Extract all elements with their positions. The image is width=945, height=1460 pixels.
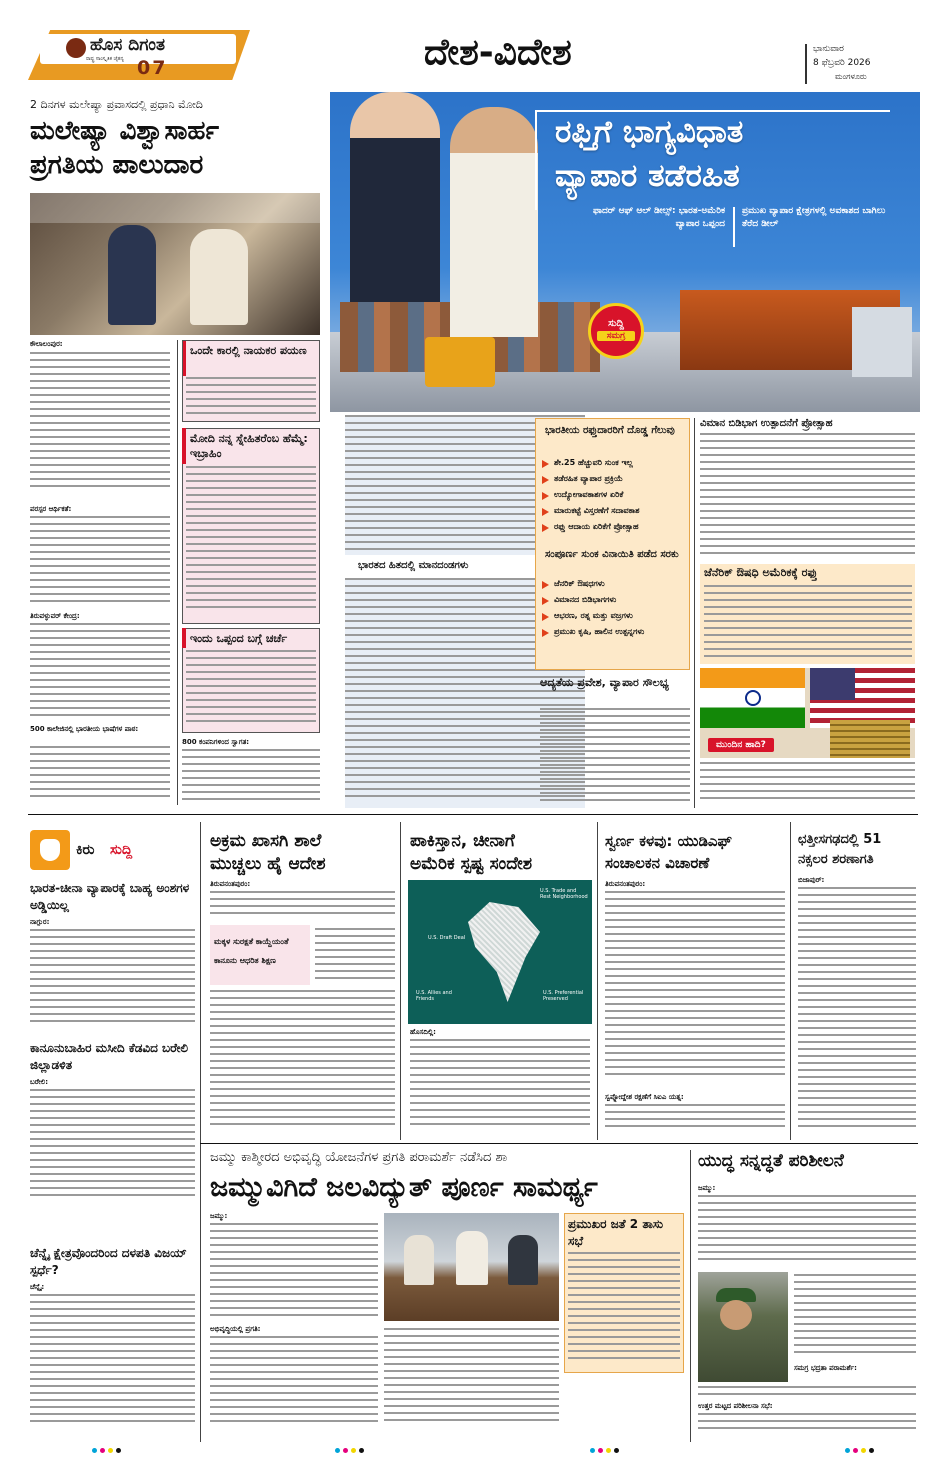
exports-list — [540, 455, 688, 535]
trade-headline-line1: ರಫ್ತಿಗೆ ಭಾಗ್ಯವಿಧಾತ — [555, 114, 744, 150]
school-title-line2: ಮುಚ್ಚಲು ಹೈ ಆದೇಶ — [210, 854, 326, 874]
jk-sub: ಅಭಿವೃದ್ಧಿಯಲ್ಲಿ ಪ್ರಗತಿ: — [210, 1325, 261, 1333]
kiru-hand-icon — [40, 839, 60, 861]
jk-box-lines — [568, 1252, 680, 1370]
photo-figure-left — [108, 225, 156, 325]
print-dots-3 — [590, 1448, 619, 1453]
jk-figure-3 — [508, 1235, 538, 1285]
gold-sub: ಸ್ವಪ್ನೋದ್ದೇಶ ರಕ್ಷಣೆಗೆ ಸಿಐಎ ಯತ್ನ: — [605, 1093, 684, 1101]
logo-tagline: ರಾಷ್ಟ್ರ ಸಾಂಸ್ಕೃತಿಕ ಚೈತನ್ಯ — [86, 56, 124, 62]
kiru-item1-dateline: ನಾಗ್ಪುರ: — [30, 918, 50, 926]
box-talks-title: ಇಂದು ಒಪ್ಪಂದ ಬಗ್ಗೆ ಚರ್ಚೆ — [190, 632, 288, 645]
malaysia-stat: 500 ಕಾಲೇಜಿನಲ್ಲಿ ಭಾರತೀಯ ಭಾಷೆಗಳ ಪಾಠ: — [30, 725, 139, 733]
city: ಮಂಗಳೂರು — [835, 72, 867, 81]
trade-col-heading: ಭಾರತದ ಹಿತದಲ್ಲಿ ಮಾನದಂಡಗಳು — [358, 560, 469, 571]
exempt-item: ಆಭರಣ, ರತ್ನ ಮತ್ತು ವಜ್ರಗಳು — [540, 608, 688, 624]
gold-title-line2: ಸಂಚಾಲಕನ ವಿಚಾರಣೆ — [605, 854, 710, 872]
map-label-left: U.S. Allies and Friends — [416, 990, 452, 1002]
malaysia-sub2: ತಿರುವಳ್ಳುವರ್ ಕೇಂದ್ರ: — [30, 612, 80, 620]
army-photo — [698, 1272, 788, 1382]
photo-figure-right — [190, 229, 248, 325]
trade-sub-right: ಪ್ರಮುಖ ವ್ಯಾಪಾರ ಕ್ಷೇತ್ರಗಳಲ್ಲಿ ಅವಕಾಶದ ಬಾಗಿಲು ತೆರೆದ ಡೀಲ್ — [742, 206, 886, 229]
malaysia-headline-line1: ಮಲೇಷ್ಯಾ ವಿಶ್ವಾಸಾರ್ಹ — [30, 116, 219, 146]
jk-figure-1 — [404, 1235, 434, 1285]
exports-3-lines — [540, 708, 690, 808]
pak-title-line2: ಅಮೆರಿಕ ಸ್ಪಷ್ಟ ಸಂದೇಶ — [410, 854, 533, 874]
naxal-title-line1: ಛತ್ತೀಸಗಢದಲ್ಲಿ 51 — [798, 832, 882, 847]
hero-crane — [425, 337, 495, 387]
india-map-shape — [468, 902, 540, 1002]
box-car-ride-title: ಒಂದೇ ಕಾರಲ್ಲಿ ನಾಯಕರ ಪಯಣ — [190, 344, 307, 357]
jk-divider — [690, 1150, 691, 1442]
date-separator — [805, 44, 807, 84]
school-lines-3 — [210, 990, 395, 1135]
gold-divider — [790, 822, 791, 1140]
exports-item: ಉದ್ಯೋಗಾವಕಾಶಗಳ ಏರಿಕೆ — [540, 487, 688, 503]
exports-list-2 — [540, 576, 688, 640]
kiru-item3-lines — [30, 1294, 195, 1432]
kiru-item2-dateline: ಬರೇಲಿ: — [30, 1078, 48, 1086]
box-friend-lines — [186, 466, 316, 618]
school-callout-text: ಮಕ್ಕಳ ಸುರಕ್ಷತೆ ಕಾಯ್ದೆಯಂತೆ ಕಾನೂನು ಆಧರಿತ ಶಿಕ್ಷಣ — [214, 937, 289, 965]
army-title: ಯುದ್ಧ ಸನ್ನದ್ಧತೆ ಪರಿಶೀಲನೆ — [698, 1151, 844, 1171]
jk-photo — [384, 1213, 559, 1321]
naxal-title — [798, 830, 881, 870]
exports-title: ಭಾರತೀಯ ರಫ್ತುದಾರರಿಗೆ ದೊಡ್ಡ ಗೆಲುವು — [545, 425, 675, 436]
next-lines — [700, 762, 915, 808]
jk-lines-3 — [384, 1328, 559, 1432]
logo-emblem-icon — [66, 38, 86, 58]
exports-item: ಮಾರುಕಟ್ಟೆ ವಿಸ್ತರಣೆಗೆ ಸದಾವಕಾಶ — [540, 503, 688, 519]
trade-headline-line2: ವ್ಯಾಪಾರ ತಡೆರಹಿತ — [555, 158, 740, 194]
hero-truck-cab — [852, 307, 912, 377]
malaysia-photo — [30, 193, 320, 335]
photo-window — [30, 193, 320, 223]
exports-title-3: ಆದ್ಯತೆಯ ಪ್ರವೇಶ, ವ್ಯಾಪಾರ ಸೌಲಭ್ಯ — [540, 676, 669, 689]
school-callout — [210, 925, 310, 985]
chakra-icon — [745, 690, 761, 706]
box-talks-lines — [186, 650, 316, 730]
kiru-label-b: ಸುದ್ದಿ — [110, 842, 133, 858]
school-divider — [400, 822, 401, 1140]
army-lines-2 — [794, 1274, 916, 1360]
col-divider — [177, 340, 178, 805]
aviation-title: ವಿಮಾನ ಬಿಡಿಭಾಗ ಉತ್ಪಾದನೆಗೆ ಪ್ರೋತ್ಸಾಹ — [700, 418, 833, 429]
section-divider-1 — [28, 814, 918, 815]
jk-headline: ಜಮ್ಮುವಿಗಿದೆ ಜಲವಿದ್ಯುತ್ ಪೂರ್ಣ ಸಾಮರ್ಥ್ಯ — [210, 1172, 598, 1203]
naxal-dateline: ಬಿಜಾಪುರ್: — [798, 876, 825, 884]
jk-box-title: ಪ್ರಮುಖರ ಜತೆ 2 ತಾಸು ಸಭೆ — [568, 1217, 664, 1248]
badge-top: ಸುದ್ದಿ — [608, 318, 624, 329]
malaysia-headline-line2: ಪ್ರಗತಿಯ ಪಾಲುದಾರ — [30, 150, 204, 180]
jk-dateline: ಜಮ್ಮು: — [210, 1212, 228, 1220]
army-sub2: ಉತ್ತರ ಮಟ್ಟದ ಪರಿಶೀಲನಾ ಸಭೆ: — [698, 1402, 773, 1410]
kiru-header — [30, 830, 190, 870]
gold-lines-2 — [605, 1104, 785, 1136]
trade-sub-divider — [733, 207, 735, 247]
exempt-item: ಪ್ರಮುಖ ಕೃಷಿ, ಹಾಲಿನ ಉತ್ಪನ್ನಗಳು — [540, 624, 688, 640]
us-canton — [810, 668, 855, 700]
army-lines-4 — [698, 1413, 916, 1435]
box-talks-after-lines — [182, 749, 320, 805]
kiru-item3-title: ಚೆನ್ನೈ ಕ್ಷೇತ್ರವೊಂದರಿಂದ ದಳಪತಿ ವಿಜಯ್ ಸ್ಪರ್ಧೆ? — [30, 1246, 187, 1277]
gold-title-line1: ಸ್ವರ್ಣ ಕಳವು: ಯುಡಿಎಫ್ — [605, 832, 733, 850]
map-label-top: U.S. Trade and Rest Neighborhood — [540, 888, 588, 900]
gold-title — [605, 830, 732, 874]
map-label-mid: U.S. Draft Deal — [428, 935, 466, 941]
trade-sub-left: ಫಾದರ್ ಆಫ್ ಆಲ್ ಡೀಲ್ಸ್: ಭಾರತ-ಅಮೆರಿಕ ವ್ಯಾಪಾರ ಒಪ್ಪಂದ — [593, 206, 725, 229]
aviation-divider — [694, 418, 695, 808]
naxal-title-line2: ನಕ್ಸಲರ ಶರಣಾಗತಿ — [798, 852, 874, 867]
masthead — [0, 0, 945, 92]
trade-headline — [555, 110, 743, 198]
malaysia-headline — [30, 114, 219, 182]
flags-image — [700, 668, 915, 758]
kiru-item1-title: ಭಾರತ-ಚೀನಾ ವ್ಯಾಪಾರಕ್ಕೆ ಬಾಹ್ಯ ಅಂಶಗಳ ಅಡ್ಡಿಯಿಲ್ಲ — [30, 881, 190, 912]
jk-lines-1 — [210, 1223, 378, 1323]
malaysia-body-lines-3 — [30, 623, 170, 723]
exports-title-2: ಸಂಪೂರ್ಣ ಸುಂಕ ವಿನಾಯಿತಿ ಪಡೆದ ಸರಕು — [545, 549, 679, 560]
date: 8 ಫೆಬ್ರವರಿ 2026 — [813, 58, 871, 68]
next-label: ಮುಂದಿನ ಹಾದಿ? — [708, 738, 774, 752]
exports-item: ರಫ್ತು ಆದಾಯ ಏರಿಕೆಗೆ ಪ್ರೋತ್ಸಾಹ — [540, 519, 688, 535]
army-sub1: ಸಮಗ್ರ ಭದ್ರತಾ ಪರಾಮರ್ಶೆ: — [794, 1364, 857, 1372]
exempt-item: ಜೆನರಿಕ್ ಔಷಧಗಳು — [540, 576, 688, 592]
jk-kicker: ಜಮ್ಮು ಕಾಶ್ಮೀರದ ಅಭಿವೃದ್ಧಿ ಯೋಜನೆಗಳ ಪ್ರಗತಿ ಪರಾಮರ್ಶೆ ನಡೆಸಿದ ಶಾ — [210, 1150, 508, 1165]
hero-figure-modi — [450, 107, 538, 337]
box-talks-sub: 800 ಕಂಪನಿಗಳಿಂದ ಸ್ವಾಗತ: — [182, 738, 250, 746]
malaysia-body-lines — [30, 352, 170, 502]
logo-text: ಹೊಸ ದಿಗಂತ — [90, 35, 165, 55]
page-number: 07 — [137, 57, 168, 79]
pak-title-line1: ಪಾಕಿಸ್ತಾನ, ಚೀನಾಗೆ — [410, 831, 515, 851]
kiru-item1-lines — [30, 929, 195, 1029]
jk-figure-2 — [456, 1231, 488, 1285]
gold-lines — [605, 891, 785, 1091]
malaysia-kicker: 2 ದಿನಗಳ ಮಲೇಷ್ಯಾ ಪ್ರವಾಸದಲ್ಲಿ ಪ್ರಧಾನಿ ಮೋದಿ — [30, 98, 203, 111]
school-title-line1: ಅಕ್ರಮ ಖಾಸಗಿ ಶಾಲೆ — [210, 831, 322, 851]
kiru-divider — [200, 822, 201, 1442]
malaysia-dateline: ಕೌಲಾಲಂಪುರ: — [30, 340, 63, 348]
school-title — [210, 830, 326, 876]
box-talks-bar — [182, 628, 186, 648]
box-friend-title: ಮೋದಿ ನನ್ನ ಸ್ನೇಹಿತರೆಂಬ ಹೆಮ್ಮೆ: ಇಬ್ರಾಹಿಂ — [190, 432, 308, 460]
pak-lines — [410, 1039, 590, 1135]
suddi-samagra-badge — [588, 303, 644, 359]
malaysia-body-lines-2 — [30, 516, 170, 610]
badge-bottom: ಸಮಗ್ರ — [597, 331, 635, 341]
kiru-item2-lines — [30, 1089, 195, 1209]
school-dateline: ತಿರುವನಂತಪುರಂ: — [210, 880, 251, 888]
aviation-lines — [700, 433, 915, 561]
army-dateline: ಜಮ್ಮು: — [698, 1184, 716, 1192]
section-title: ದೇಶ-ವಿದೇಶ — [424, 32, 572, 73]
kiru-label-a: ಕಿರು — [76, 842, 95, 858]
exports-item: ತಡೆರಹಿತ ವ್ಯಾಪಾರ ಪ್ರಕ್ರಿಯೆ — [540, 471, 688, 487]
malaysia-sub1: ಪರಸ್ಪರ ಆರ್ಥಿಕತೆ: — [30, 505, 72, 513]
pak-dateline: ಹೊಸದಿಲ್ಲಿ: — [410, 1028, 436, 1036]
pak-title — [410, 830, 532, 876]
jk-lines-2 — [210, 1336, 378, 1432]
pak-divider — [597, 822, 598, 1140]
generic-lines — [704, 585, 912, 661]
gold-dateline: ತಿರುವನಂತಪುರಂ: — [605, 880, 646, 888]
kiru-item2-title: ಕಾನೂನುಬಾಹಿರ ಮಸೀದಿ ಕೆಡವಿದ ಬರೇಲಿ ಜಿಲ್ಲಾಡಳಿತ — [30, 1041, 189, 1072]
malaysia-body-lines-4 — [30, 746, 170, 804]
naxal-lines — [798, 887, 916, 1135]
print-dots-2 — [335, 1448, 364, 1453]
exports-item: ಶೇ.25 ಹೆಚ್ಚುವರಿ ಸುಂಕ ಇಲ್ಲ — [540, 455, 688, 471]
print-dots-4 — [845, 1448, 874, 1453]
print-dots-1 — [92, 1448, 121, 1453]
school-lines-2 — [315, 928, 395, 986]
school-lines-1 — [210, 891, 395, 921]
box-friend-bar — [182, 428, 186, 464]
day: ಭಾನುವಾರ — [813, 44, 844, 54]
exempt-item: ವಿಮಾನದ ಬಿಡಿಭಾಗಗಳು — [540, 592, 688, 608]
army-lines-3 — [698, 1386, 916, 1400]
army-figure-face — [720, 1300, 752, 1330]
hero-figure-trump — [350, 92, 440, 302]
map-label-bottom: U.S. Preferential Preserved — [543, 990, 584, 1002]
coins-stack — [830, 720, 910, 758]
army-lines-1 — [698, 1195, 916, 1267]
generic-title: ಜೆನೆರಿಕ್ ಔಷಧಿ ಅಮೆರಿಕಕ್ಕೆ ರಫ್ತು — [704, 566, 818, 579]
box-car-ride-frame — [182, 340, 320, 422]
pak-map — [408, 880, 592, 1024]
section-divider-2 — [200, 1143, 918, 1144]
kiru-item3-dateline: ಚೆನ್ನೈ: — [30, 1283, 45, 1291]
